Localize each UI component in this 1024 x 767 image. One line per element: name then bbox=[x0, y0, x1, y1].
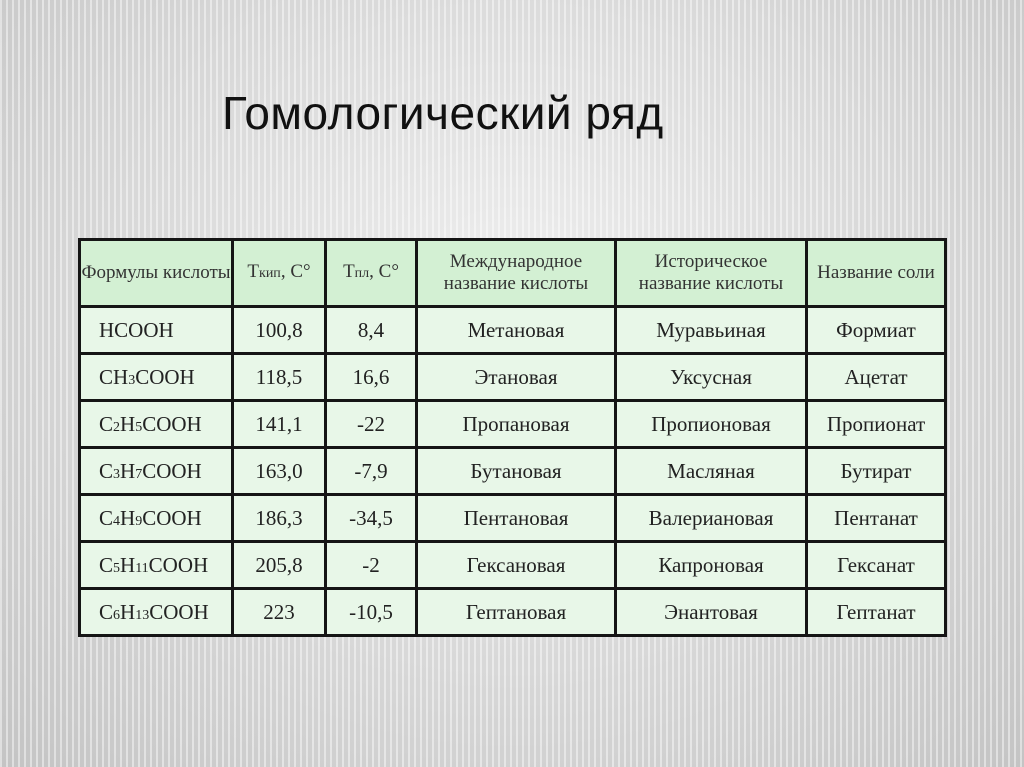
header-t-melt-unit: , C° bbox=[369, 261, 399, 282]
header-t-boil-unit: , C° bbox=[280, 261, 311, 282]
cell-hist-name: Энантовая bbox=[616, 589, 807, 636]
header-t-melt-symbol: T bbox=[343, 261, 355, 282]
cell-salt-name: Пентанат bbox=[807, 495, 946, 542]
cell-formula: C6H13COOH bbox=[80, 589, 233, 636]
cell-hist-name: Валериановая bbox=[616, 495, 807, 542]
cell-salt-name: Гексанат bbox=[807, 542, 946, 589]
cell-salt-name: Ацетат bbox=[807, 354, 946, 401]
cell-intl-name: Гептановая bbox=[417, 589, 616, 636]
cell-t-melt: -10,5 bbox=[326, 589, 417, 636]
cell-t-melt: -2 bbox=[326, 542, 417, 589]
cell-t-melt: -34,5 bbox=[326, 495, 417, 542]
cell-salt-name: Бутират bbox=[807, 448, 946, 495]
header-formula: Формулы кислоты bbox=[80, 240, 233, 307]
cell-intl-name: Пентановая bbox=[417, 495, 616, 542]
cell-intl-name: Этановая bbox=[417, 354, 616, 401]
cell-hist-name: Капроновая bbox=[616, 542, 807, 589]
table-header-row bbox=[80, 240, 946, 307]
cell-formula: CH3COOH bbox=[80, 354, 233, 401]
table-row bbox=[80, 354, 946, 401]
cell-hist-name: Муравьиная bbox=[616, 307, 807, 354]
header-t-melt bbox=[326, 240, 417, 307]
cell-salt-name: Пропионат bbox=[807, 401, 946, 448]
cell-intl-name: Бутановая bbox=[417, 448, 616, 495]
cell-formula: C5H11COOH bbox=[80, 542, 233, 589]
cell-salt-name: Формиат bbox=[807, 307, 946, 354]
cell-formula: C2H5COOH bbox=[80, 401, 233, 448]
cell-salt-name: Гептанат bbox=[807, 589, 946, 636]
cell-t-boil: 100,8 bbox=[233, 307, 326, 354]
table-body bbox=[80, 307, 946, 636]
cell-formula: HCOOH bbox=[80, 307, 233, 354]
table-row bbox=[80, 589, 946, 636]
header-t-melt-subscript: пл bbox=[354, 266, 370, 281]
table-row bbox=[80, 448, 946, 495]
cell-formula: C3H7COOH bbox=[80, 448, 233, 495]
cell-hist-name: Уксусная bbox=[616, 354, 807, 401]
page-title: Гомологический ряд bbox=[222, 87, 664, 139]
cell-t-melt: 8,4 bbox=[326, 307, 417, 354]
table-row bbox=[80, 542, 946, 589]
cell-t-boil: 163,0 bbox=[233, 448, 326, 495]
header-salt-name: Название соли bbox=[807, 240, 946, 307]
cell-intl-name: Метановая bbox=[417, 307, 616, 354]
cell-hist-name: Масляная bbox=[616, 448, 807, 495]
cell-t-boil: 205,8 bbox=[233, 542, 326, 589]
cell-t-melt: -7,9 bbox=[326, 448, 417, 495]
cell-intl-name: Гексановая bbox=[417, 542, 616, 589]
cell-t-boil: 141,1 bbox=[233, 401, 326, 448]
table-row bbox=[80, 401, 946, 448]
cell-hist-name: Пропионовая bbox=[616, 401, 807, 448]
header-intl-name: Международное название кислоты bbox=[417, 240, 616, 307]
table-row bbox=[80, 307, 946, 354]
cell-formula: C4H9COOH bbox=[80, 495, 233, 542]
header-t-boil-symbol: T bbox=[247, 261, 260, 282]
cell-t-boil: 223 bbox=[233, 589, 326, 636]
homologous-series-table bbox=[78, 238, 947, 631]
table-row bbox=[80, 495, 946, 542]
cell-t-boil: 118,5 bbox=[233, 354, 326, 401]
cell-t-boil: 186,3 bbox=[233, 495, 326, 542]
header-t-boil-subscript: кип bbox=[259, 266, 281, 281]
header-hist-name: Историческое название кислоты bbox=[616, 240, 807, 307]
header-t-boil bbox=[233, 240, 326, 307]
cell-t-melt: -22 bbox=[326, 401, 417, 448]
cell-intl-name: Пропановая bbox=[417, 401, 616, 448]
cell-t-melt: 16,6 bbox=[326, 354, 417, 401]
